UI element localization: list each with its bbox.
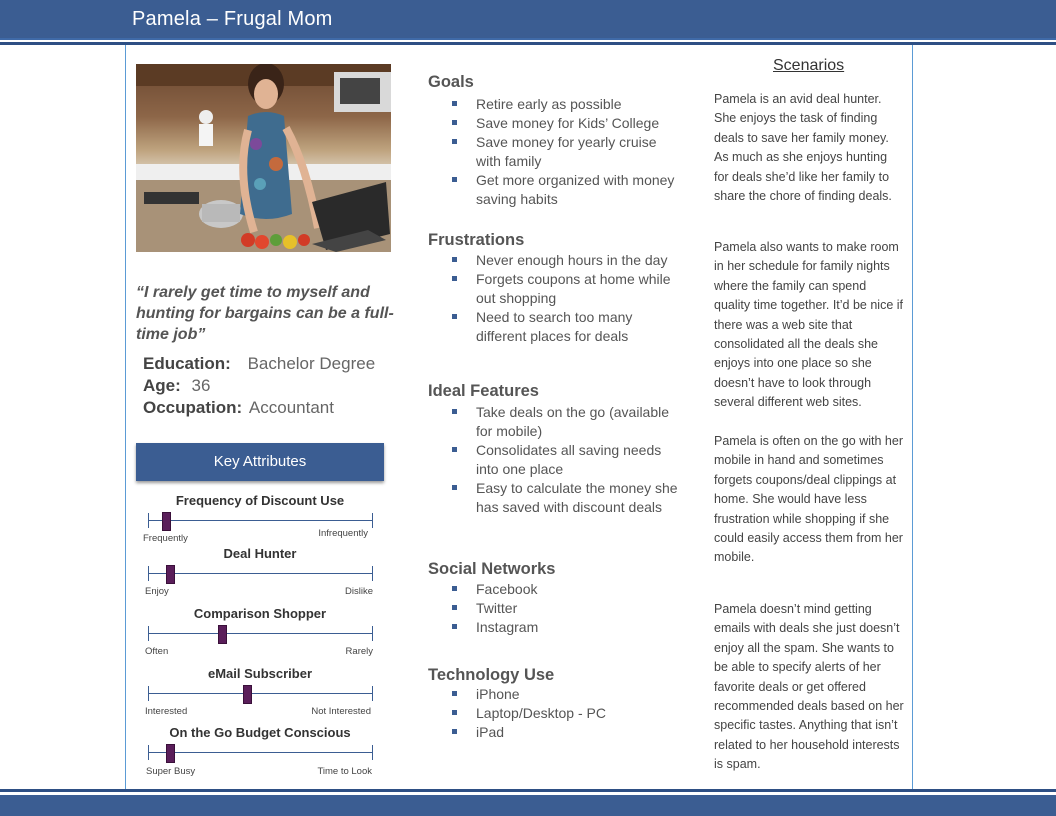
list-item: [428, 704, 678, 723]
attribute-slider: [140, 493, 380, 553]
slider-right-label: Not Interested: [311, 706, 371, 717]
list-item: [428, 171, 678, 209]
page-title: Pamela – Frugal Mom: [132, 8, 333, 30]
slider-cap: [372, 513, 373, 528]
slider-title: On the Go Budget Conscious: [169, 725, 351, 740]
slider-cap: [148, 745, 149, 760]
slider-title: eMail Subscriber: [207, 666, 313, 681]
left-border-line: [125, 45, 126, 789]
slider-track: [148, 520, 372, 521]
goals-list: [428, 95, 678, 209]
list-item: [428, 251, 678, 270]
header-divider: [0, 42, 1056, 45]
slider-knob: [166, 565, 175, 584]
slider-knob: [166, 744, 175, 763]
slider-track: [148, 752, 372, 753]
slider-cap: [372, 626, 373, 641]
technology-use-list: [428, 685, 678, 742]
slider-cap: [372, 745, 373, 760]
persona-facts: [143, 353, 403, 419]
slider-right-label: Infrequently: [318, 528, 368, 539]
list-item-text: Instagram: [476, 619, 539, 635]
slider-right-label: Rarely: [345, 646, 373, 657]
occupation-label: Occupation:: [143, 398, 243, 417]
bullet-icon: [452, 729, 457, 734]
attribute-slider: [140, 546, 380, 606]
list-item-text: Save money for yearly cruise with family: [476, 134, 657, 169]
list-item-text: Never enough hours in the day: [476, 252, 668, 268]
list-item-text: Get more organized with money saving habits: [476, 172, 675, 207]
attribute-slider: [140, 666, 380, 726]
slider-left-label: Enjoy: [145, 586, 169, 597]
list-item-text: Facebook: [476, 581, 538, 597]
bullet-icon: [452, 257, 457, 262]
slider-right-label: Dislike: [345, 586, 373, 597]
list-item: [428, 441, 678, 479]
list-item-text: iPhone: [476, 686, 520, 702]
slider-left-label: Interested: [145, 706, 188, 717]
footer-divider: [0, 789, 1056, 792]
scenario-paragraph: Pamela is an avid deal hunter. She enjoys the task of finding deals to save her family money. As much as she enjoys hunting for deals she’d like her family to share the chore of finding deals.: [714, 92, 892, 204]
list-item-text: iPad: [476, 724, 505, 740]
slider-title: Comparison Shopper: [193, 606, 327, 621]
technology-use-heading: Technology Use: [428, 666, 555, 684]
frustrations-heading: Frustrations: [428, 231, 525, 249]
footer-bar: [0, 795, 1056, 816]
slider-knob: [162, 512, 171, 531]
bullet-icon: [452, 314, 457, 319]
slider-cap: [148, 513, 149, 528]
age-value: 36: [191, 376, 211, 395]
education-label: Education:: [143, 354, 231, 373]
slider-title: Deal Hunter: [223, 546, 297, 561]
slider-cap: [372, 566, 373, 581]
attribute-slider: [140, 606, 380, 666]
list-item-text: Laptop/Desktop - PC: [476, 705, 606, 721]
bullet-icon: [452, 710, 457, 715]
bullet-icon: [452, 177, 457, 182]
list-item: [428, 403, 678, 441]
list-item: [428, 723, 678, 742]
right-border-line: [912, 45, 913, 789]
scenarios-heading: Scenarios: [773, 57, 845, 74]
list-item: [428, 133, 678, 171]
list-item: [428, 270, 678, 308]
list-item-text: Need to search too many different places for deals: [476, 309, 633, 344]
occupation-value: Accountant: [248, 398, 334, 417]
slider-track: [148, 633, 372, 634]
goals-heading: Goals: [428, 73, 474, 91]
age-row: [143, 375, 403, 397]
slider-knob: [243, 685, 252, 704]
list-item: [428, 599, 678, 618]
social-networks-heading: Social Networks: [428, 560, 556, 578]
slider-cap: [148, 686, 149, 701]
list-item: [428, 618, 678, 637]
slider-left-label: Frequently: [143, 533, 188, 544]
list-item-text: Retire early as possible: [476, 96, 622, 112]
list-item: [428, 479, 678, 517]
ideal-features-list: [428, 403, 678, 517]
header-divider: [0, 38, 1056, 40]
bullet-icon: [452, 276, 457, 281]
bullet-icon: [452, 409, 457, 414]
slider-track: [148, 573, 372, 574]
slider-left-label: Super Busy: [146, 766, 196, 777]
scenario-paragraph: Pamela doesn’t mind getting emails with deals she just doesn’t enjoy all the spam. She wants to be able to specify alerts of her favorite deals or get offered recommended deals based on her specific tastes. Anything that isn’t related to her household interests is spam.: [714, 602, 904, 772]
slider-right-label: Time to Look: [317, 766, 372, 777]
occupation-row: [143, 397, 403, 419]
list-item: [428, 685, 678, 704]
scenario-paragraph: Pamela is often on the go with her mobile in hand and sometimes forgets coupons/deal clippings at home. She would have less frustration while shopping if she could easily access them from her mobile.: [714, 434, 904, 565]
frustrations-list: [428, 251, 678, 346]
list-item-text: Take deals on the go (available for mobile): [476, 404, 670, 439]
list-item: [428, 95, 678, 114]
list-item-text: Easy to calculate the money she has saved with discount deals: [476, 480, 678, 515]
attribute-slider: [140, 725, 380, 785]
list-item-text: Twitter: [476, 600, 518, 616]
bullet-icon: [452, 101, 457, 106]
education-value: Bachelor Degree: [247, 354, 376, 373]
slider-cap: [148, 566, 149, 581]
slider-left-label: Often: [145, 646, 169, 657]
ideal-features-heading: Ideal Features: [428, 382, 539, 400]
slider-knob: [218, 625, 227, 644]
list-item-text: Save money for Kids’ College: [476, 115, 660, 131]
bullet-icon: [452, 691, 457, 696]
list-item: [428, 308, 678, 346]
bullet-icon: [452, 120, 457, 125]
persona-quote: “I rarely get time to myself and hunting for bargains can be a full-time job”: [136, 284, 394, 343]
bullet-icon: [452, 139, 457, 144]
list-item: [428, 580, 678, 599]
bullet-icon: [452, 624, 457, 629]
social-networks-list: [428, 580, 678, 637]
age-label: Age:: [143, 376, 181, 395]
list-item-text: Forgets coupons at home while out shopping: [476, 271, 671, 306]
bullet-icon: [452, 605, 457, 610]
bullet-icon: [452, 447, 457, 452]
slider-cap: [372, 686, 373, 701]
bullet-icon: [452, 485, 457, 490]
slider-track: [148, 693, 372, 694]
list-item: [428, 114, 678, 133]
scenario-paragraph: Pamela also wants to make room in her schedule for family nights where the family can spend quality time together. It’d be nice if there was a web site that consolidated all the deals she enjoys into one place so she doesn’t have to look through several different web sites.: [714, 240, 903, 410]
education-row: [143, 353, 403, 375]
slider-cap: [148, 626, 149, 641]
bullet-icon: [452, 586, 457, 591]
key-attributes-header: Key Attributes: [136, 443, 384, 481]
list-item-text: Consolidates all saving needs into one place: [476, 442, 662, 477]
slider-title: Frequency of Discount Use: [175, 493, 345, 508]
persona-photo: [136, 64, 391, 252]
